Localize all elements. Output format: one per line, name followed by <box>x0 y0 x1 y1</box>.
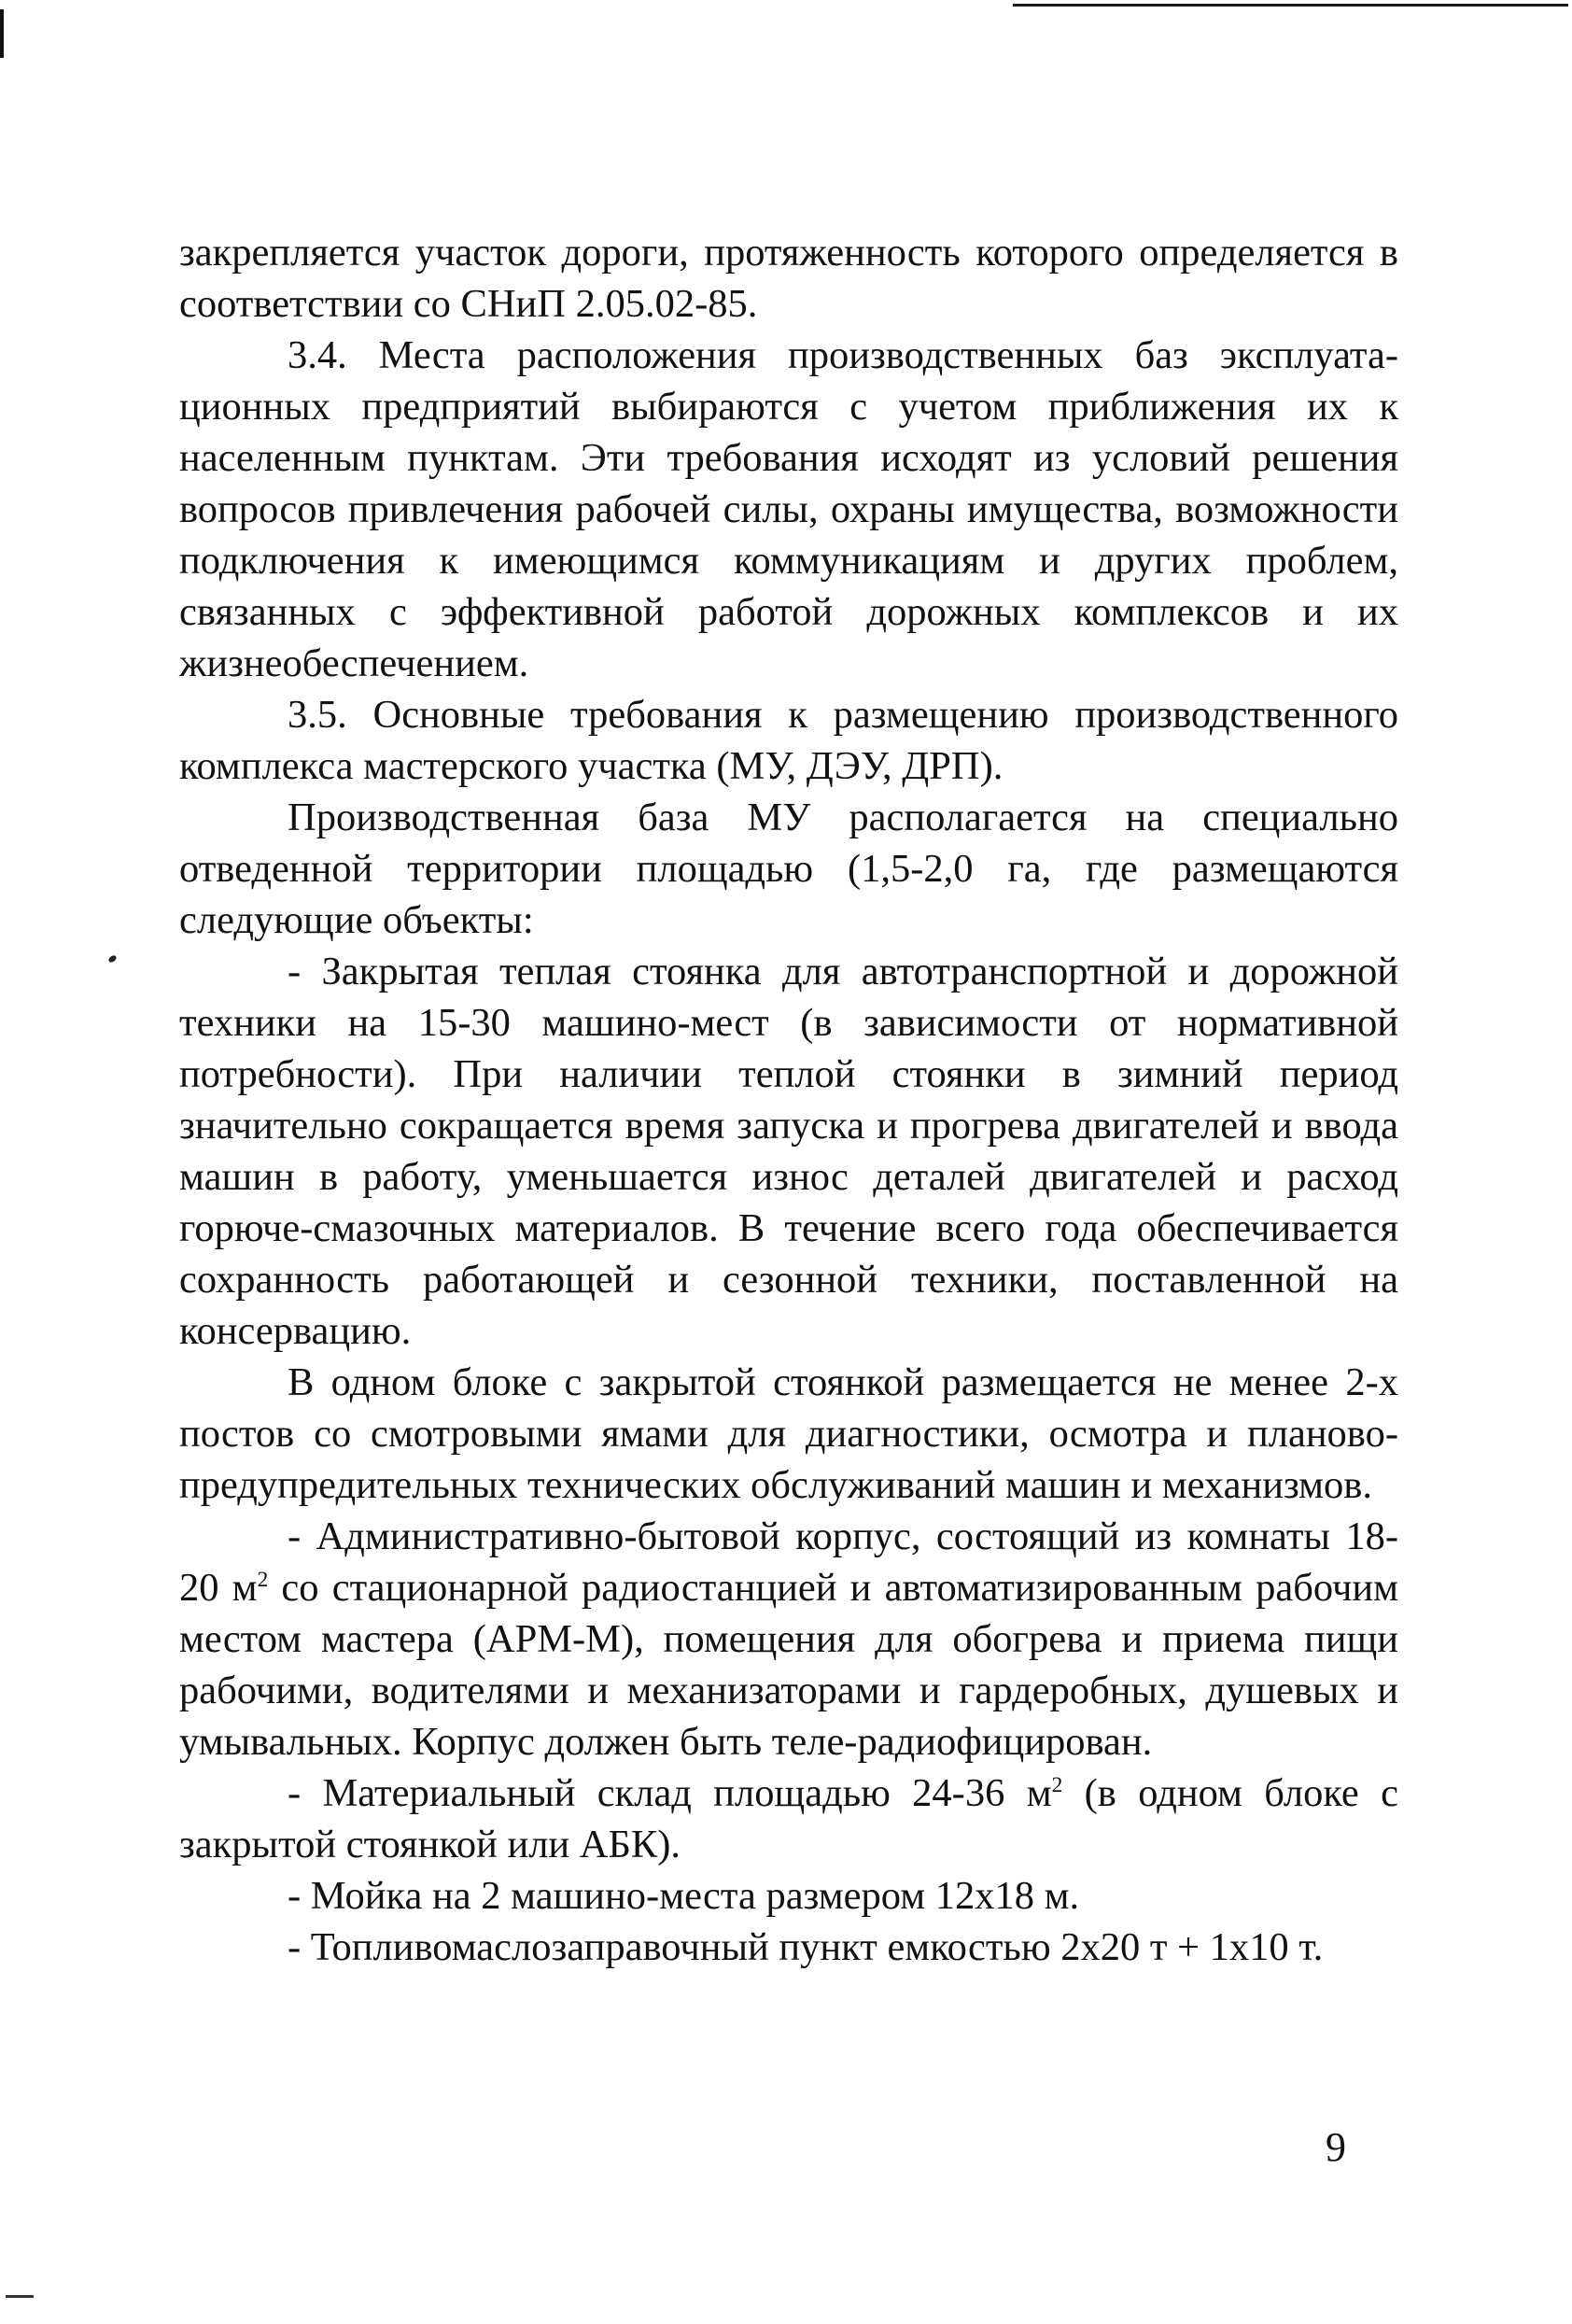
top-edge-rule <box>1013 4 1568 7</box>
paragraph-3-4: 3.4. Места расположения производственных баз эксплуатационных предприятий выбираются с учетом приближения их к населенным пунктам. Эти требования исходят из условий решения вопросов привлечения рабочей силы, охраны имущества, возможности подключения к имеющимся коммуникациям и других проблем, связанных с эффективной работой дорожных комплексов и их жизнеобеспечением. <box>179 333 1398 685</box>
warehouse-text: - Материальный склад площадью 24-36 м <box>288 1771 1052 1815</box>
admin-building-text: - Административно-бытовой корпус, состоящий из комнаты 18-20 м <box>179 1514 1398 1610</box>
paragraph-base-territory: Производственная база МУ располагается на специально отведенной территории площадью (1,5-2,0 га, где размещаются следующие объекты: <box>179 796 1398 942</box>
bottom-edge-mark <box>6 2295 34 2298</box>
paragraph-inspection-posts: В одном блоке с закрытой стоянкой размещается не менее 2-х постов со смотровыми ямами для диагностики, осмотра и планово-предупредительных технических обслуживаний машин и механизмов. <box>179 1360 1398 1507</box>
page-number: 9 <box>1326 2124 1346 2170</box>
list-item-material-warehouse <box>179 1768 1398 1870</box>
superscript-2: 2 <box>1051 1772 1063 1797</box>
list-item-car-wash: - Мойка на 2 машино-места размером 12x18 м. <box>288 1874 1080 1918</box>
list-item-fuel-station: - Топливомаслозаправочный пункт емкостью 2x20 т + 1x10 т. <box>288 1925 1324 1969</box>
superscript-2: 2 <box>257 1567 269 1592</box>
warehouse-text-cont: (в одном блоке с закрытой стоянкой или АБК). <box>179 1771 1398 1866</box>
paragraph-3-5: 3.5. Основные требования к размещению производственного комплекса мастерского участка (МУ, ДЭУ, ДРП). <box>179 693 1398 788</box>
admin-building-text-cont: со стационарной радиостанцией и автоматизированным рабочим местом мастера (АРМ-М), помещения для обогрева и приема пищи рабочими, водителями и механизаторами и гардеробных, душевых и умывальных. Корпус должен быть теле-радиофицирован. <box>179 1566 1398 1764</box>
paragraph-continuation: закрепляется участок дороги, протяженность которого определяется в соответствии со СНиП 2.05.02-85. <box>179 231 1398 326</box>
list-item-admin-building <box>179 1511 1398 1768</box>
scan-speck <box>107 954 118 964</box>
list-item-closed-parking: - Закрытая теплая стоянка для автотранспортной и дорожной техники на 15-30 машино-мест (в зависимости от нормативной потребности). При наличии теплой стоянки в зимний период значительно сокращается время запуска и прогрева двигателей и ввода машин в работу, уменьшается износ деталей двигателей и расход горюче-смазочных материалов. В течение всего года обеспечивается сохранность работающей и сезонной техники, поставленной на консервацию. <box>179 950 1398 1353</box>
left-edge-mark <box>0 9 4 58</box>
body-text <box>179 227 1398 1973</box>
